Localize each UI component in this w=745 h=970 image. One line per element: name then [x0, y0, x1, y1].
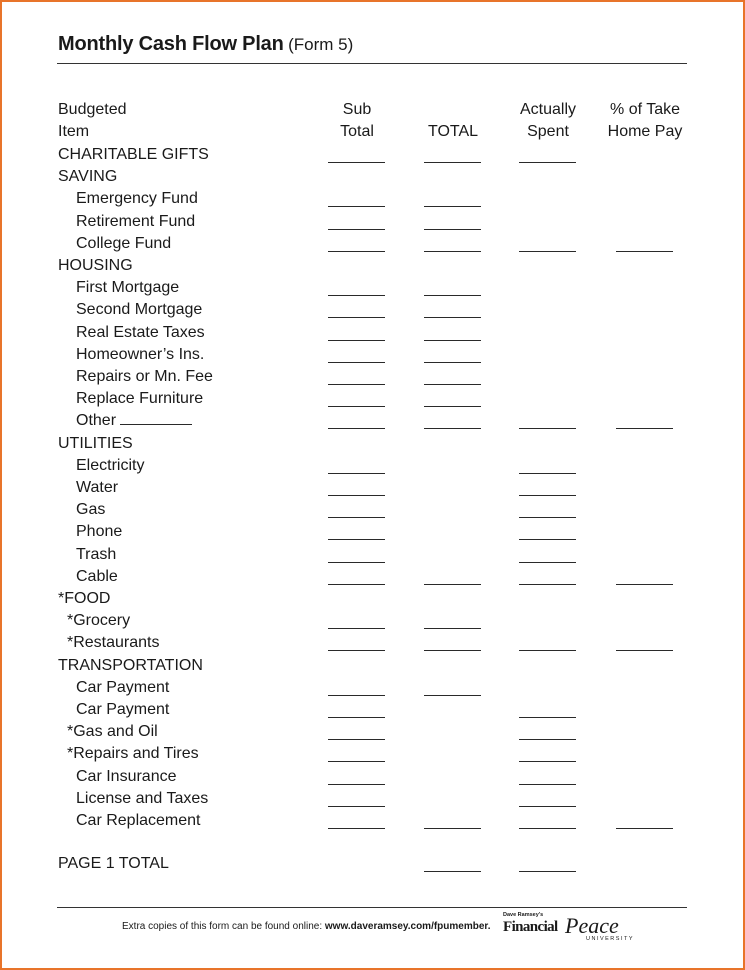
blank-sub-field[interactable]	[328, 251, 385, 252]
row-label-text: *FOOD	[58, 590, 111, 607]
row-label-text: Homeowner’s Ins.	[76, 345, 205, 363]
page-title	[58, 33, 353, 56]
row-label	[76, 211, 195, 233]
blank-spent-field[interactable]	[519, 717, 576, 718]
row-label	[76, 499, 105, 521]
row-label-text: Repairs or Mn. Fee	[76, 368, 213, 385]
financial-peace-logo	[503, 910, 635, 948]
blank-sub-field[interactable]	[328, 362, 385, 363]
page-total-spent-field[interactable]	[519, 871, 576, 872]
blank-spent-field[interactable]	[519, 739, 576, 740]
footer-note	[122, 921, 491, 932]
logo-university: UNIVERSITY	[586, 936, 635, 942]
blank-total-field[interactable]	[424, 828, 481, 829]
logo-owner: Dave Ramsey’s	[503, 912, 544, 918]
header-actually-spent	[510, 99, 586, 143]
blank-spent-field[interactable]	[519, 539, 576, 540]
row-label-text: *Restaurants	[67, 634, 160, 652]
blank-pct-field[interactable]	[616, 828, 673, 829]
blank-total-field[interactable]	[424, 584, 481, 585]
blank-spent-field[interactable]	[519, 251, 576, 252]
blank-sub-field[interactable]	[328, 784, 385, 785]
header-item-line1: Budgeted	[58, 101, 127, 118]
blank-sub-field[interactable]	[328, 584, 385, 585]
row-label	[76, 455, 144, 477]
blank-total-field[interactable]	[424, 384, 481, 385]
blank-spent-field[interactable]	[519, 162, 576, 163]
header-percent-take-home	[600, 99, 690, 143]
row-label	[58, 588, 110, 610]
blank-sub-field[interactable]	[328, 473, 385, 474]
blank-pct-field[interactable]	[616, 428, 673, 429]
row-label-text: *Repairs and Tires	[67, 745, 199, 763]
blank-total-field[interactable]	[424, 650, 481, 651]
blank-total-field[interactable]	[424, 428, 481, 429]
row-label-text: Replace Furniture	[76, 390, 204, 408]
row-label	[58, 255, 133, 277]
blank-total-field[interactable]	[424, 628, 481, 629]
row-label-text: TRANSPORTATION	[58, 656, 203, 674]
blank-sub-field[interactable]	[328, 162, 385, 163]
footer-text: Extra copies of this form can be found online:	[122, 921, 323, 932]
blank-spent-field[interactable]	[519, 562, 576, 563]
blank-sub-field[interactable]	[328, 317, 385, 318]
blank-spent-field[interactable]	[519, 584, 576, 585]
row-label	[76, 766, 177, 788]
blank-spent-field[interactable]	[519, 784, 576, 785]
row-label-text: Car Replacement	[76, 812, 201, 829]
row-label	[67, 743, 199, 765]
header-subtotal-line2: Total	[340, 123, 374, 140]
row-label	[76, 277, 179, 299]
blank-sub-field[interactable]	[328, 828, 385, 829]
blank-total-field[interactable]	[424, 295, 481, 296]
blank-total-field[interactable]	[424, 406, 481, 407]
row-label	[76, 477, 118, 499]
blank-total-field[interactable]	[424, 317, 481, 318]
row-label	[76, 521, 122, 543]
page-total-label: PAGE 1 TOTAL	[58, 855, 169, 872]
logo-peace: Peace	[565, 913, 619, 938]
blank-total-field[interactable]	[424, 229, 481, 230]
row-label-text: Other	[76, 412, 117, 430]
blank-sub-field[interactable]	[328, 384, 385, 385]
row-label-text: Second Mortgage	[76, 301, 203, 319]
row-label	[58, 655, 203, 677]
blank-total-field[interactable]	[424, 162, 481, 163]
row-label	[76, 677, 169, 699]
blank-total-field[interactable]	[424, 251, 481, 252]
blank-sub-field[interactable]	[328, 495, 385, 496]
footer-rule	[57, 907, 687, 908]
blank-sub-field[interactable]	[328, 340, 385, 341]
blank-sub-field[interactable]	[328, 806, 385, 807]
blank-sub-field[interactable]	[328, 229, 385, 230]
blank-sub-field[interactable]	[328, 717, 385, 718]
row-label-text: Trash	[76, 545, 117, 563]
header-total: TOTAL	[427, 123, 479, 140]
row-label-text: Car Insurance	[76, 767, 177, 785]
row-label-text: Electricity	[76, 456, 145, 474]
row-label-text: License and Taxes	[76, 789, 209, 807]
row-label	[76, 544, 116, 566]
row-label	[67, 632, 160, 654]
header-pct-line2: Home Pay	[607, 123, 683, 140]
row-label-text: Water	[76, 479, 119, 496]
row-label-text: Gas	[76, 501, 106, 519]
blank-sub-field[interactable]	[328, 428, 385, 429]
row-label-text: Car Payment	[76, 701, 170, 718]
row-label-text: Real Estate Taxes	[76, 323, 205, 341]
row-label-text: SAVING	[58, 168, 118, 186]
row-label	[76, 188, 198, 210]
blank-spent-field[interactable]	[519, 517, 576, 518]
row-label	[76, 344, 204, 366]
blank-spent-field[interactable]	[519, 428, 576, 429]
row-label-text: Phone	[76, 523, 123, 541]
row-label	[76, 388, 203, 410]
row-label-text: Emergency Fund	[76, 190, 198, 208]
header-spent-line2: Spent	[527, 123, 569, 140]
title-rule	[57, 63, 687, 64]
blank-sub-field[interactable]	[328, 650, 385, 651]
header-subtotal	[327, 99, 387, 143]
blank-total-field[interactable]	[424, 340, 481, 341]
row-label-text: HOUSING	[58, 257, 133, 274]
row-label	[76, 366, 213, 388]
row-label-text: First Mortgage	[76, 279, 180, 297]
blank-sub-field[interactable]	[328, 562, 385, 563]
row-label	[58, 166, 117, 188]
blank-sub-field[interactable]	[328, 761, 385, 762]
header-item	[58, 99, 127, 143]
header-pct-line1: % of Take	[610, 101, 680, 118]
row-label	[58, 433, 133, 455]
blank-total-field[interactable]	[424, 362, 481, 363]
header-subtotal-line1: Sub	[342, 101, 372, 118]
blank-sub-field[interactable]	[328, 695, 385, 696]
row-label	[58, 144, 209, 166]
row-label-text: CHARITABLE GIFTS	[58, 146, 209, 163]
blank-spent-field[interactable]	[519, 650, 576, 651]
blank-spent-field[interactable]	[519, 473, 576, 474]
row-label	[67, 721, 158, 743]
blank-total-field[interactable]	[424, 206, 481, 207]
row-label-text: Car Payment	[76, 678, 170, 696]
row-label-text: Retirement Fund	[76, 212, 196, 230]
row-label	[76, 566, 118, 588]
row-label-text: College Fund	[76, 234, 172, 252]
blank-spent-field[interactable]	[519, 806, 576, 807]
row-label	[76, 299, 202, 321]
title-form: (Form 5)	[288, 35, 354, 54]
blank-spent-field[interactable]	[519, 761, 576, 762]
title-main: Monthly Cash Flow Plan	[58, 33, 284, 55]
other-write-in-field[interactable]	[120, 410, 192, 425]
blank-sub-field[interactable]	[328, 628, 385, 629]
blank-sub-field[interactable]	[328, 406, 385, 407]
row-label-text: Cable	[76, 567, 118, 585]
blank-total-field[interactable]	[424, 695, 481, 696]
blank-spent-field[interactable]	[519, 495, 576, 496]
blank-sub-field[interactable]	[328, 295, 385, 296]
blank-pct-field[interactable]	[616, 650, 673, 651]
header-item-line2: Item	[58, 123, 90, 140]
footer-url[interactable]: www.daveramsey.com/fpumember.	[324, 921, 491, 932]
blank-sub-field[interactable]	[328, 206, 385, 207]
blank-pct-field[interactable]	[616, 584, 673, 585]
row-label-text: UTILITIES	[58, 434, 133, 452]
header-spent-line1: Actually	[519, 101, 577, 118]
page-total-total-field[interactable]	[424, 871, 481, 872]
row-label	[76, 233, 171, 255]
row-label-text: *Gas and Oil	[67, 723, 158, 741]
row-label	[76, 788, 208, 810]
row-label	[76, 322, 205, 344]
blank-sub-field[interactable]	[328, 539, 385, 540]
row-label	[76, 410, 192, 432]
row-label	[76, 699, 169, 721]
blank-spent-field[interactable]	[519, 828, 576, 829]
blank-sub-field[interactable]	[328, 739, 385, 740]
blank-pct-field[interactable]	[616, 251, 673, 252]
logo-financial: Financial	[503, 919, 558, 935]
row-label	[67, 610, 130, 632]
row-label	[76, 810, 201, 832]
row-label-text: *Grocery	[67, 612, 131, 630]
blank-sub-field[interactable]	[328, 517, 385, 518]
